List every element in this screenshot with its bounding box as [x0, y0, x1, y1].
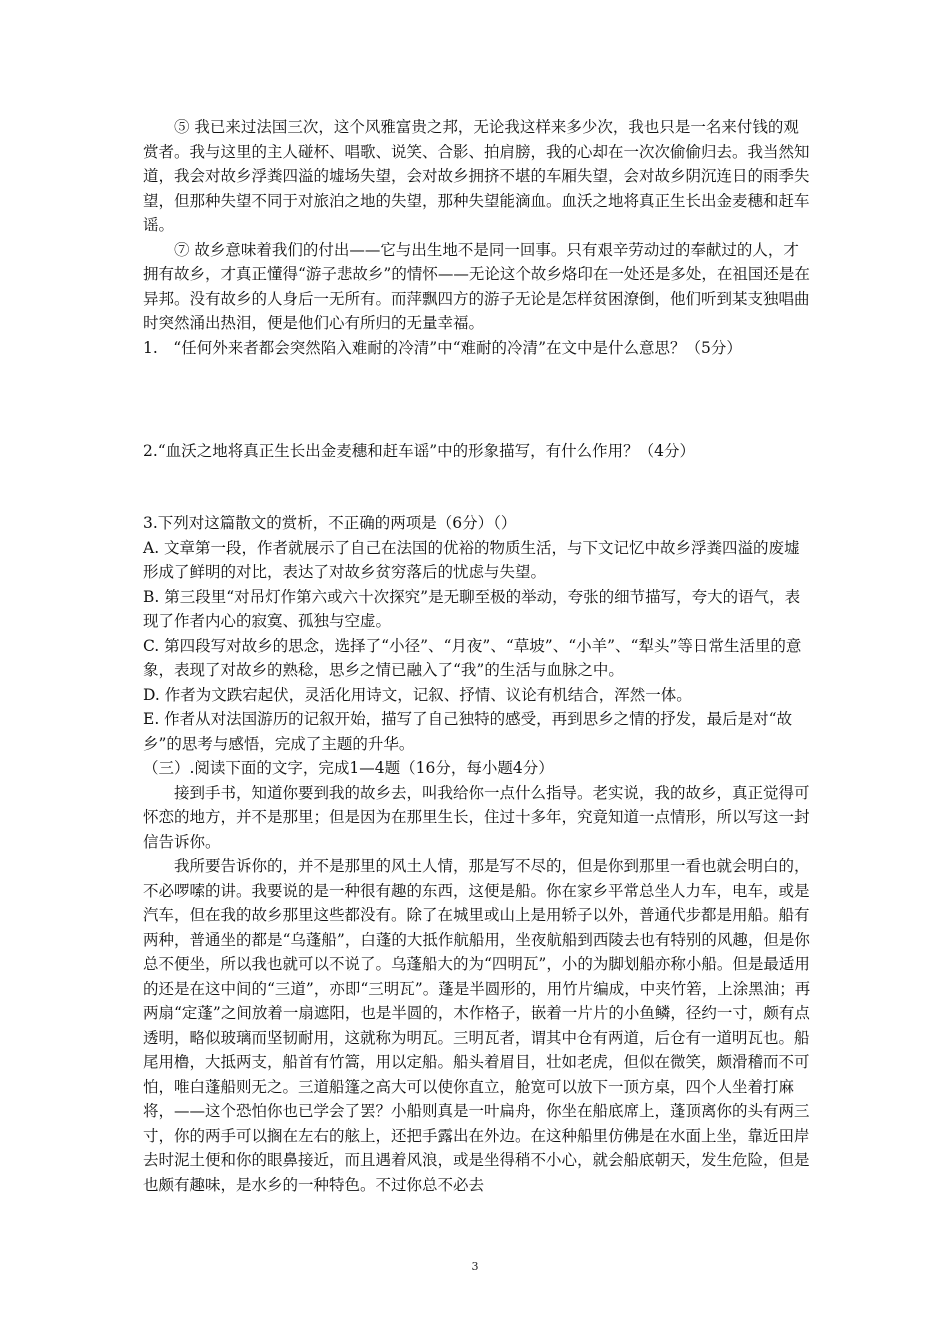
- passage-part-1: [143, 115, 813, 360]
- page-number: 3: [471, 1260, 479, 1273]
- option-d: D. 作者为文跌宕起伏，灵活化用诗文，记叙、抒情、议论有机结合，浑然一体。: [143, 685, 692, 704]
- paragraph-5: ⑤ 我已来过法国三次，这个风雅富贵之邦，无论我这样来多少次，我也只是一名来付钱的观赏者。我与这里的主人碰杯、唱歌、说笑、合影、拍肩膀，我的心却在一次次偷偷归去。我当然知道，我会对故乡浮粪四溢的墟场失望，会对故乡拥挤不堪的车厢失望，会对故乡阴沉连日的雨季失望，但那种失望不同于对旅泊之地的失望，那种失望能滴血。血沃之地将真正生长出金麦穗和赶车谣。: [143, 118, 810, 234]
- question-2-block: [143, 439, 813, 464]
- section-3-heading: （三）.阅读下面的文字，完成1—4题（16分，每小题4分）: [143, 759, 554, 777]
- question-2: 2.“血沃之地将真正生长出金麦穗和赶车谣”中的形象描写，有什么作用？（4分）: [143, 442, 696, 460]
- question-3-block: [143, 511, 813, 1197]
- letter-paragraph-2: 我所要告诉你的，并不是那里的风土人情，那是写不尽的，但是你到那里一看也就会明白的，不必啰嗦的讲。我要说的是一种很有趣的东西，这便是船。你在家乡平常总坐人力车，电车，或是汽车，但在我的故乡那里这些都没有。除了在城里或山上是用轿子以外，普通代步都是用船。船有两种，普通坐的都是“乌蓬船”，白蓬的大抵作航船用，坐夜航船到西陵去也有特别的风趣，但是你总不便坐，所以我也就可以不说了。乌蓬船大的为“四明瓦”，小的为脚划船亦称小船。但是最适用的还是在这中间的“三道”，亦即“三明瓦”。蓬是半圆形的，用竹片编成，中夹竹箬，上涂黑油；再两扇“定蓬”之间放着一扇遮阳，也是半圆的，木作格子，嵌着一片片的小鱼鳞，径约一寸，颇有点透明，略似玻璃而坚韧耐用，这就称为明瓦。三明瓦者，谓其中仓有两道，后仓有一道明瓦也。船尾用橹，大抵两支，船首有竹篙，用以定船。船头着眉目，壮如老虎，但似在微笑，颇滑稽而不可怕，唯白蓬船则无之。三道船篷之高大可以使你直立，舱宽可以放下一顶方桌，四个人坐着打麻将，——这个恐怕你也已学会了罢？小船则真是一叶扁舟，你坐在船底席上，蓬顶离你的头有两三寸，你的两手可以搁在左右的舷上，还把手露出在外边。在这种船里仿佛是在水面上坐，靠近田岸去时泥土便和你的眼鼻接近，而且遇着风浪，或是坐得稍不小心，就会船底朝天，发生危险，但是也颇有趣味，是水乡的一种特色。不过你总不必去: [143, 857, 811, 1194]
- question-1: 1. “任何外来者都会突然陷入难耐的冷清”中“难耐的冷清”在文中是什么意思？（5分）: [143, 338, 742, 357]
- letter-paragraph-1: 接到手书，知道你要到我的故乡去，叫我给你一点什么指导。老实说，我的故乡，真正觉得可怀恋的地方，并不是那里；但是因为在那里生长，住过十多年，究竟知道一点情形，所以写这一封信告诉你。: [143, 783, 810, 851]
- option-e: E. 作者从对法国游历的记叙开始，描写了自己独特的感受，再到思乡之情的抒发，最后是对“故乡”的思考与感悟，完成了主题的升华。: [143, 710, 793, 753]
- option-b: B. 第三段里“对吊灯作第六或六十次探究”是无聊至极的举动，夸张的细节描写，夸大的语气，表现了作者内心的寂寞、孤独与空虚。: [143, 587, 801, 630]
- option-a: A. 文章第一段，作者就展示了自己在法国的优裕的物质生活，与下文记忆中故乡浮粪四溢的废墟形成了鲜明的对比，表达了对故乡贫穷落后的忧虑与失望。: [143, 538, 800, 581]
- option-c: C. 第四段写对故乡的思念，选择了“小径”、“月夜”、“草坡”、“小羊”、“犁头”等日常生活里的意象，表现了对故乡的熟稔，思乡之情已融入了“我”的生活与血脉之中。: [143, 636, 802, 679]
- question-3-stem: 3.下列对这篇散文的赏析，不正确的两项是（6分）（）: [143, 514, 517, 532]
- paragraph-7: ⑦ 故乡意味着我们的付出——它与出生地不是同一回事。只有艰辛劳动过的奉献过的人，才拥有故乡，才真正懂得“游子悲故乡”的情怀——无论这个故乡烙印在一处还是多处，在祖国还是在异邦。没有故乡的人身后一无所有。而萍飘四方的游子无论是怎样贫困潦倒，他们听到某支独唱曲时突然涌出热泪，便是他们心有所归的无量幸福。: [143, 240, 810, 332]
